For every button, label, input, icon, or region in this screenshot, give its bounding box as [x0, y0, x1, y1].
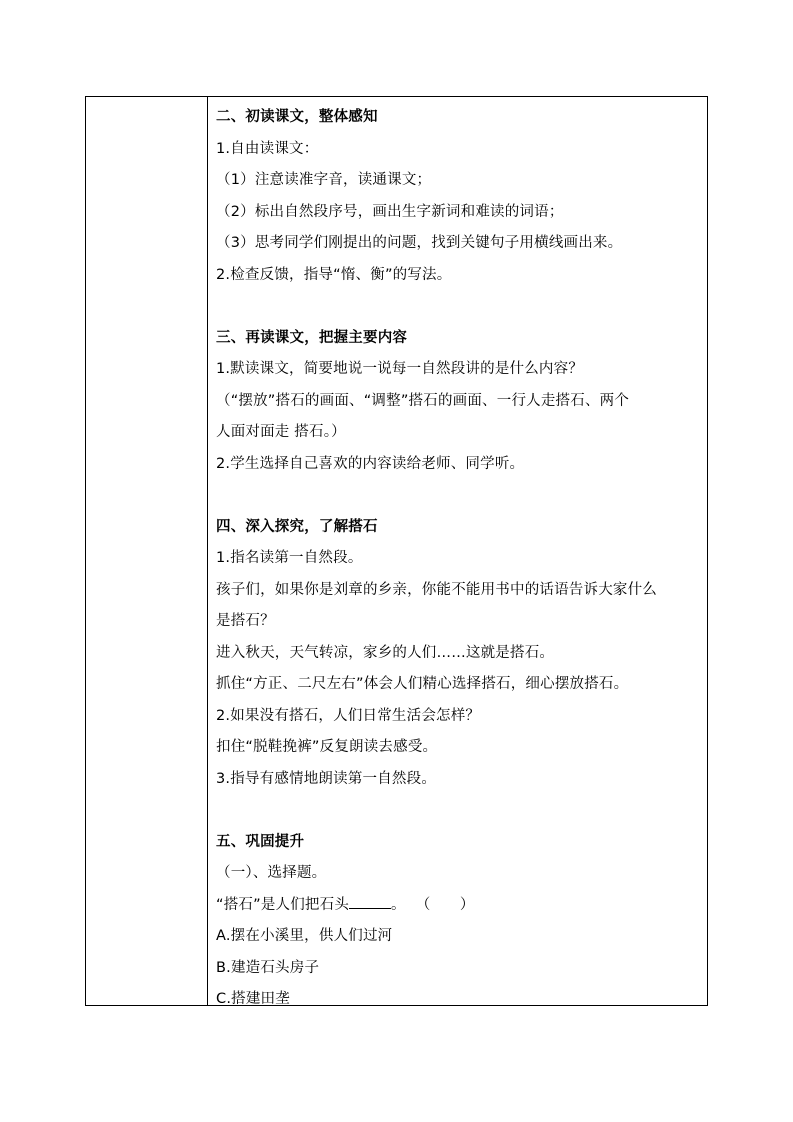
spacer — [216, 291, 707, 323]
content-line: （1）注意读准字音，读通课文； — [216, 172, 432, 188]
section-heading: 三、再读课文，把握主要内容 — [216, 329, 408, 346]
answer-blank — [349, 894, 391, 909]
content-line: 2.如果没有搭石，人们日常生活会怎样？ — [216, 707, 481, 724]
option-a: A.摆在小溪里，供人们过河 — [216, 928, 393, 944]
content-line: 1.自由读课文： — [216, 140, 319, 157]
content-line: 是搭石？ — [216, 613, 275, 629]
content-line: 2.学生选择自己喜欢的内容读给老师、同学听。 — [216, 455, 525, 472]
content-line: （“摆放”搭石的画面、“调整”搭石的画面、一行人走搭石、两个 — [216, 392, 630, 409]
content-line: （2）标出自然段序号，画出生字新词和难读的词语； — [216, 203, 564, 220]
option-b: B.建造石头房子 — [216, 959, 320, 976]
section-heading: 二、初读课文，整体感知 — [216, 109, 378, 125]
content-line: 1.默读课文，简要地说一说每一自然段讲的是什么内容？ — [216, 361, 584, 377]
content-line: （一）、选择题。 — [216, 865, 327, 881]
question-stem-after: 。 — [391, 896, 406, 913]
content-line: （3）思考同学们刚提出的问题，找到关键句子用横线画出来。 — [216, 235, 623, 251]
answer-parentheses: （ ） — [415, 896, 475, 913]
content-line: 抓住“方正、二尺左右”体会人们精心选择搭石，细心摆放搭石。 — [216, 676, 629, 692]
content-line: 3.指导有感情地朗读第一自然段。 — [216, 770, 437, 787]
content-line: 1.指名读第一自然段。 — [216, 550, 363, 566]
section-heading: 四、深入探究，了解搭石 — [216, 518, 378, 535]
content-line: 人面对面走 搭石。） — [216, 424, 346, 440]
content-line: 孩子们，如果你是刘章的乡亲，你能不能用书中的话语告诉大家什么 — [216, 581, 657, 598]
question-stem — [216, 890, 707, 922]
content-line: 进入秋天，天气转凉，家乡的人们……这就是搭石。 — [216, 644, 555, 661]
content-line: 扣住“脱鞋挽裤”反复朗读去感受。 — [216, 739, 438, 755]
spacer — [216, 795, 707, 827]
spacer — [216, 480, 707, 512]
option-c: C.搭建田垄 — [216, 991, 290, 1007]
section-heading: 五、巩固提升 — [216, 833, 305, 850]
question-stem-before: “搭石”是人们把石头 — [216, 896, 350, 913]
content-cell — [208, 97, 707, 1005]
left-column-cell — [86, 97, 208, 1005]
lesson-table — [85, 96, 708, 1006]
content-line: 2.检查反馈，指导“惰、衡”的写法。 — [216, 266, 452, 283]
